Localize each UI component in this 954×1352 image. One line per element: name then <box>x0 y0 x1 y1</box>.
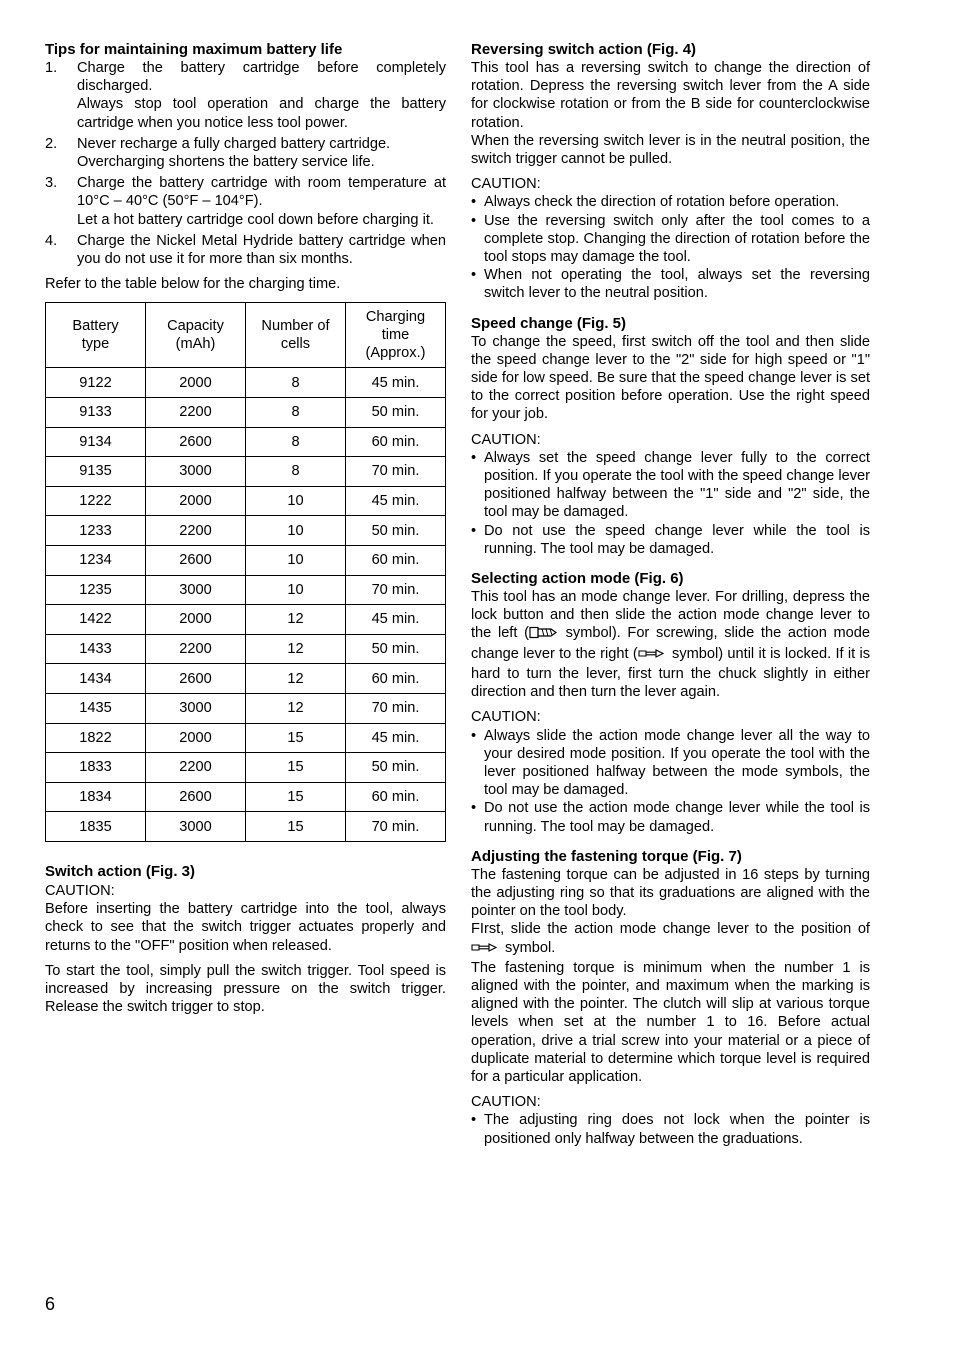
cell-capacity: 2600 <box>146 782 246 812</box>
table-row <box>46 427 446 457</box>
screwdriver-icon <box>471 941 501 959</box>
table-body <box>46 368 446 842</box>
switch-heading: Switch action (Fig. 3) <box>45 862 196 880</box>
cell-number-of-cells: 8 <box>246 368 346 398</box>
table-row <box>46 486 446 516</box>
cell-battery-type: 9134 <box>46 427 146 457</box>
torque-caution-label: CAUTION: <box>471 1094 541 1111</box>
cell-capacity: 2200 <box>146 398 246 428</box>
switch-caution-label: CAUTION: <box>45 882 115 899</box>
cell-number-of-cells: 15 <box>246 812 346 842</box>
table-row <box>46 634 446 664</box>
tips-item-number: 1. <box>45 60 58 76</box>
cell-battery-type: 9133 <box>46 398 146 428</box>
cell-number-of-cells: 12 <box>246 605 346 635</box>
charging-time-table <box>45 302 446 842</box>
cell-battery-type: 1435 <box>46 693 146 723</box>
cell-capacity: 3000 <box>146 575 246 605</box>
cell-battery-type: 9122 <box>46 368 146 398</box>
table-row <box>46 753 446 783</box>
tips-item-line: Charge the battery cartridge before completely discharged. <box>77 60 446 95</box>
table-intro: Refer to the table below for the charging time. <box>45 276 341 293</box>
tips-item-line: Overcharging shortens the battery service life. <box>77 154 375 171</box>
table-row <box>46 575 446 605</box>
tips-item-line: Never recharge a fully charged battery cartridge. <box>77 135 391 152</box>
list-item: • Always check the direction of rotation before operation. <box>471 194 840 211</box>
table-row <box>46 664 446 694</box>
cell-capacity: 2000 <box>146 486 246 516</box>
switch-paragraph-2: To start the tool, simply pull the switch trigger. Tool speed is increased by increasing pressure on the switch trigger. Release the switch trigger to stop. <box>45 962 446 1016</box>
torque-paragraph-3: The fastening torque is minimum when the number 1 is aligned with the pointer, and maximum when the marking is aligned with the pointer. The clutch will slip at various torque levels when set at the number 1 to 16. Before actual operation, drive a trial screw into your material or a piece of duplicate material to determine which torque level is required for a particular application. <box>471 959 870 1085</box>
cell-number-of-cells: 12 <box>246 693 346 723</box>
action-mode-heading: Selecting action mode (Fig. 6) <box>471 570 684 588</box>
cell-number-of-cells: 15 <box>246 782 346 812</box>
reversing-caution-list <box>471 193 870 302</box>
cell-charging-time: 45 min. <box>346 368 446 398</box>
table-row <box>46 812 446 842</box>
tips-item <box>45 135 446 171</box>
list-item: • The adjusting ring does not lock when the pointer is positioned only halfway between the graduations. <box>471 1112 870 1147</box>
table-row <box>46 782 446 812</box>
cell-number-of-cells: 12 <box>246 634 346 664</box>
table-row <box>46 605 446 635</box>
tips-item-line: Charge the Nickel Metal Hydride battery cartridge when you do not use it for more than six months. <box>77 232 446 268</box>
tips-heading: Tips for maintaining maximum battery life <box>45 41 343 58</box>
cell-capacity: 3000 <box>146 693 246 723</box>
cell-battery-type: 1834 <box>46 782 146 812</box>
cell-charging-time: 45 min. <box>346 486 446 516</box>
page-number: 6 <box>45 1294 56 1314</box>
tips-item-number: 2. <box>45 135 58 152</box>
cell-battery-type: 1222 <box>46 486 146 516</box>
cell-capacity: 2200 <box>146 634 246 664</box>
cell-charging-time: 70 min. <box>346 575 446 605</box>
cell-number-of-cells: 10 <box>246 546 346 576</box>
cell-battery-type: 1433 <box>46 634 146 664</box>
cell-number-of-cells: 10 <box>246 486 346 516</box>
reversing-paragraph-1: This tool has a reversing switch to change the direction of rotation. Depress the reversing switch lever from the A side for clockwise rotation or from the B side for counterclockwise rotation. <box>471 60 870 131</box>
cell-charging-time: 50 min. <box>346 516 446 546</box>
table-row <box>46 723 446 753</box>
action-mode-caution-list <box>471 727 870 836</box>
action-mode-caution-label: CAUTION: <box>471 709 541 726</box>
tips-item <box>45 232 446 268</box>
cell-capacity: 2600 <box>146 546 246 576</box>
cell-battery-type: 1835 <box>46 812 146 842</box>
cell-capacity: 3000 <box>146 457 246 487</box>
cell-capacity: 2600 <box>146 427 246 457</box>
list-item: • Use the reversing switch only after the tool comes to a complete stop. Changing the direction of rotation before the tool stops may damage the tool. <box>471 212 870 266</box>
drill-bit-icon <box>529 626 559 644</box>
table-header-row <box>46 303 446 368</box>
cell-charging-time: 70 min. <box>346 693 446 723</box>
cell-capacity: 2200 <box>146 753 246 783</box>
header-battery-type: Battery type <box>46 303 146 368</box>
cell-charging-time: 50 min. <box>346 398 446 428</box>
cell-number-of-cells: 15 <box>246 723 346 753</box>
cell-number-of-cells: 8 <box>246 457 346 487</box>
cell-charging-time: 50 min. <box>346 634 446 664</box>
cell-number-of-cells: 15 <box>246 753 346 783</box>
table-row <box>46 368 446 398</box>
table-row <box>46 693 446 723</box>
switch-paragraph-1: Before inserting the battery cartridge into the tool, always check to see that the switch trigger actuates properly and returns to the "OFF" position when released. <box>45 901 446 954</box>
tips-list <box>45 59 446 268</box>
screwdriver-icon <box>638 647 668 665</box>
torque-caution-list <box>471 1111 870 1147</box>
torque-heading: Adjusting the fastening torque (Fig. 7) <box>471 847 742 865</box>
cell-number-of-cells: 8 <box>246 427 346 457</box>
cell-battery-type: 1822 <box>46 723 146 753</box>
cell-charging-time: 70 min. <box>346 812 446 842</box>
header-charging-time: Charging time (Approx.) <box>346 303 446 368</box>
cell-charging-time: 60 min. <box>346 782 446 812</box>
cell-battery-type: 1434 <box>46 664 146 694</box>
tips-item-number: 4. <box>45 232 58 249</box>
cell-battery-type: 1235 <box>46 575 146 605</box>
action-mode-paragraph-1: This tool has an mode change lever. For drilling, depress the lock button and then slide the action mode change lever to the left ( symbol). For screwing, slide the action mode change lever to the right ( symbol) until it is locked. If it is hard to turn the lever, first turn the chuck slightly in either direction and then turn the lever again. <box>471 589 870 701</box>
tips-item-number: 3. <box>45 175 58 192</box>
list-item: • Always set the speed change lever fully to the correct position. If you operate the tool with the speed change lever positioned halfway between the "1" side and "2" side, the tool may be damaged. <box>471 449 870 521</box>
cell-number-of-cells: 10 <box>246 575 346 605</box>
table-row <box>46 516 446 546</box>
table-row <box>46 546 446 576</box>
cell-capacity: 2000 <box>146 723 246 753</box>
left-column <box>45 40 446 1016</box>
right-column <box>471 40 870 1148</box>
table-row <box>46 457 446 487</box>
list-item: • Do not use the action mode change lever while the tool is running. The tool may be damaged. <box>471 800 870 835</box>
speed-paragraph-1: To change the speed, first switch off the tool and then slide the speed change lever to the "2" side for high speed or "1" side for low speed. Be sure that the speed change lever is set to the correct position before operation. Use the right speed for your job. <box>471 333 870 423</box>
tips-item-line: Charge the battery cartridge with room temperature at 10°C – 40°C (50°F – 104°F). <box>77 175 446 210</box>
cell-charging-time: 60 min. <box>346 664 446 694</box>
reversing-caution-label: CAUTION: <box>471 176 541 193</box>
cell-capacity: 2600 <box>146 664 246 694</box>
tips-item-line: Let a hot battery cartridge cool down before charging it. <box>77 211 434 228</box>
cell-capacity: 2000 <box>146 605 246 635</box>
list-item: • Always slide the action mode change lever all the way to your desired mode position. If you operate the tool with the lever positioned halfway between the mode symbols, the tool may be damaged. <box>471 727 870 799</box>
cell-capacity: 3000 <box>146 812 246 842</box>
header-number-of-cells: Number of cells <box>246 303 346 368</box>
speed-caution-list <box>471 449 870 558</box>
torque-paragraph-2: FIrst, slide the action mode change lever to the position of symbol. <box>471 920 870 958</box>
reversing-heading: Reversing switch action (Fig. 4) <box>471 41 697 58</box>
cell-battery-type: 1234 <box>46 546 146 576</box>
cell-number-of-cells: 8 <box>246 398 346 428</box>
cell-capacity: 2000 <box>146 368 246 398</box>
cell-charging-time: 45 min. <box>346 605 446 635</box>
table-row <box>46 398 446 428</box>
reversing-paragraph-2: When the reversing switch lever is in the neutral position, the switch trigger cannot be pulled. <box>471 132 870 168</box>
cell-battery-type: 1233 <box>46 516 146 546</box>
cell-number-of-cells: 10 <box>246 516 346 546</box>
cell-battery-type: 1833 <box>46 753 146 783</box>
tips-item <box>45 174 446 229</box>
torque-paragraph-1: The fastening torque can be adjusted in 16 steps by turning the adjusting ring so that its graduations are aligned with the pointer on the tool body. <box>471 866 870 920</box>
cell-capacity: 2200 <box>146 516 246 546</box>
cell-charging-time: 70 min. <box>346 457 446 487</box>
cell-battery-type: 1422 <box>46 605 146 635</box>
cell-charging-time: 45 min. <box>346 723 446 753</box>
tips-item <box>45 59 446 132</box>
cell-charging-time: 60 min. <box>346 427 446 457</box>
speed-heading: Speed change (Fig. 5) <box>471 314 627 332</box>
speed-caution-label: CAUTION: <box>471 431 541 448</box>
cell-battery-type: 9135 <box>46 457 146 487</box>
cell-charging-time: 60 min. <box>346 546 446 576</box>
header-capacity: Capacity (mAh) <box>146 303 246 368</box>
cell-number-of-cells: 12 <box>246 664 346 694</box>
list-item: • When not operating the tool, always set the reversing switch lever to the neutral position. <box>471 267 870 302</box>
list-item: • Do not use the speed change lever while the tool is running. The tool may be damaged. <box>471 522 870 557</box>
cell-charging-time: 50 min. <box>346 753 446 783</box>
tips-item-line: Always stop tool operation and charge the battery cartridge when you notice less tool power. <box>77 96 446 131</box>
